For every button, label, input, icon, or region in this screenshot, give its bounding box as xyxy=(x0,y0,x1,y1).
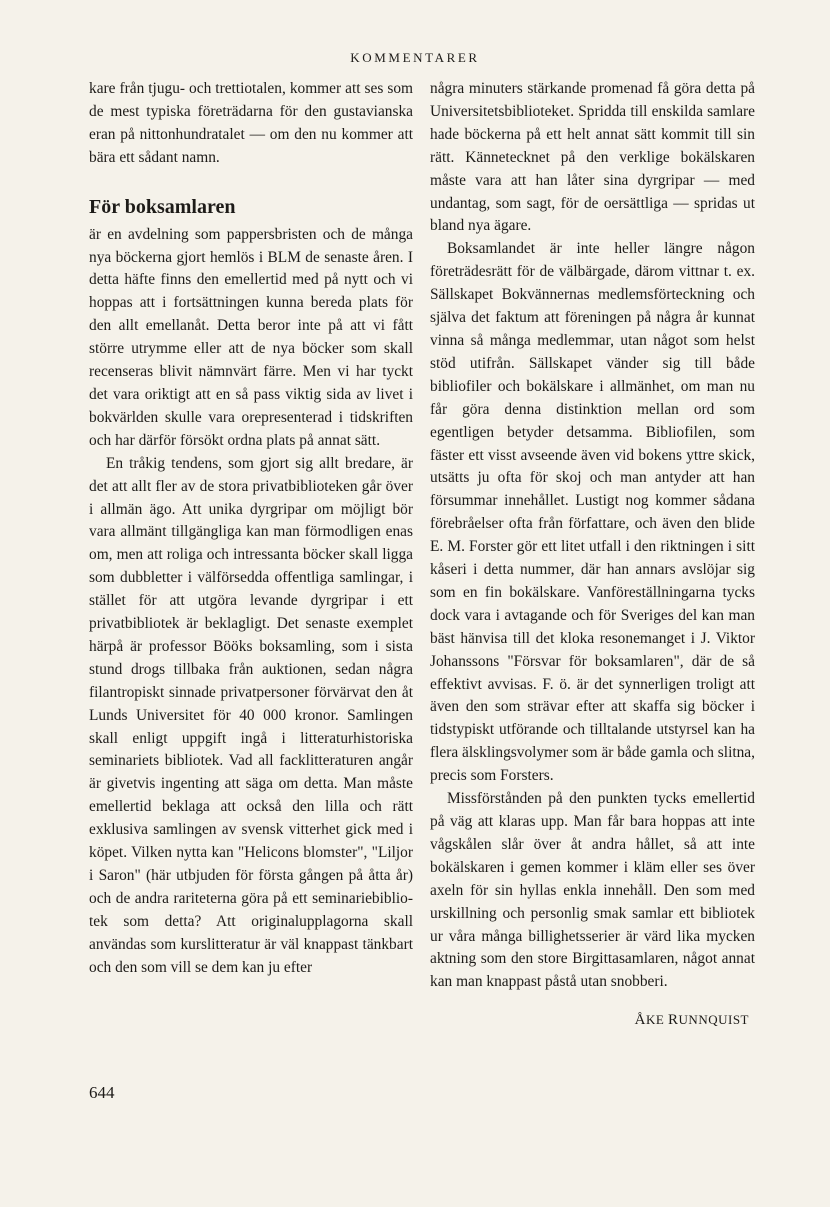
left-paragraph-2: är en avdelning som pappersbristen och de många nya böckerna gjort hemlös i BLM de senaste åren. I detta häfte finns den emellertid med på nytt och vi hoppas att i fortsättningen kunna bereda plats för den allt emellanåt. Detta beror inte på att vi fått större utrymme eller att de nya böcker som skall recenseras blivit nämnvärt färre. Men vi har tyckt det vara oriktigt att en så pass viktig sida av livet i bokvärlden skulle vara orepresenterad i tidskriften och har därför försökt ordna plats på annat sätt. xyxy=(89,225,413,449)
left-column xyxy=(89,78,413,980)
right-paragraph-3: Missförstånden på den punkten tycks emellertid på väg att klaras upp. Man får bara hoppas att inte vågskålen slår över åt andra hållet, så att inte bokälskaren i gemen kommer i kläm eller ses över axeln för sin hyllas enkla innehåll. Den som med urskillning och personlig smak samlar ett bibliotek ur våra många billighetsserier är värd lika mycken aktning som den store Birgittasamlaren, något annat kan man knappast påstå utan snobberi. xyxy=(430,790,755,991)
section-heading: För boksamlaren xyxy=(89,195,236,218)
left-paragraph-1: kare från tjugu- och trettiotalen, kommer att ses som de mest typiska företrädarna för den gustavianska eran på nittonhundratalet — om den nu kommer att bära ett sådant namn. xyxy=(89,80,413,166)
left-paragraph-3: En tråkig tendens, som gjort sig allt bredare, är det att allt fler av de stora privatbiblioteken går över i allmän ägo. Att unika dyrgripar om möjligt bör vara allmänt tillgängliga kan man förmodligen enas om, men att roliga och intressanta böcker skall ligga som dubbletter i välförsedda offentliga samlingar, i stället för att utgöra levande dyrgripar i ett privatbibliotek är beklagligt. Det senaste exemplet härpå är professor Bööks boksamling, som i sista stund drogs tillbaka från auktionen, sedan några filantropiskt sinnade privatpersoner förvärvat den åt Lunds Universitet för 40 000 kronor. Samlingen skall enligt uppgift ingå i litteraturhistoriska seminariets bibliotek. Vad all facklitteraturen angår är givetvis ingenting att säga om detta. Man måste emellertid beklaga att också den lilla och rätt exklusiva samlingen av svensk vitterhet gick med i köpet. Vilken nytta kan "Helicons blomster", "Liljor i Saron" (här utbjuden för första gången på åtta år) och de andra rariteterna göra på ett seminariebibliotek som detta? Att originalupplagorna skall användas som kurslitteratur är väl knappast tänkbart och den som vill se dem kan ju efter xyxy=(89,454,413,976)
author-signature: ÅKE RUNNQUIST xyxy=(634,1012,749,1028)
page-number: 644 xyxy=(89,1083,115,1102)
right-paragraph-1: några minuters stärkande promenad få göra detta på Universitetsbiblioteket. Spridda till enskilda samlare hade böckerna på ett helt annat sätt kommit till sin rätt. Kännetecknet på den verklige bokälskaren måste vara att han låter sina dyrgripar — med undantag, som sagt, för de oersättliga — spridas ut bland nya ägare. xyxy=(430,80,755,235)
running-title: KOMMENTARER xyxy=(350,50,480,65)
right-paragraph-2: Boksamlandet är inte heller längre någon företrädesrätt för de välbärgade, därom vittnar t. ex. Sällskapet Bokvännernas medlemsförteckning och själva det faktum att föreningen på några år kunnat vinna så många medlemmar, utan något som helst stöd utifrån. Sällskapet vänder sig till både bibliofiler och bokälskare i allmänhet, om man nu får göra denna distinktion mellan ord som egentligen betyder detsamma. Bibliofilen, som fäster ett visst avseende även vid bokens yttre skick, utsätts ju ofta för skoj och man antyder att han försummar innehållet. Lustigt nog kommer sådana förebråelser ofta från författare, och även den blide E. M. Forster gör ett litet utfall i den riktningen i sitt kåseri i detta nummer, där han annars avslöjar sig som en fin bokälskare. Vanföreställningarna tycks dock vara i avtagande och för Sveriges del kan man bäst hänvisa till det kloka resonemanget i J. Viktor Johanssons "Försvar för boksamlaren", där de så effektivt avvisas. F. ö. är det synnerligen troligt att även den som strävar efter att skaffa sig böcker i tidstypiskt utförande och tilltalande utstyrsel kan ha flera älsklingsvolymer som är både gamla och slitna, precis som Forsters. xyxy=(430,240,755,785)
right-column xyxy=(430,78,755,994)
